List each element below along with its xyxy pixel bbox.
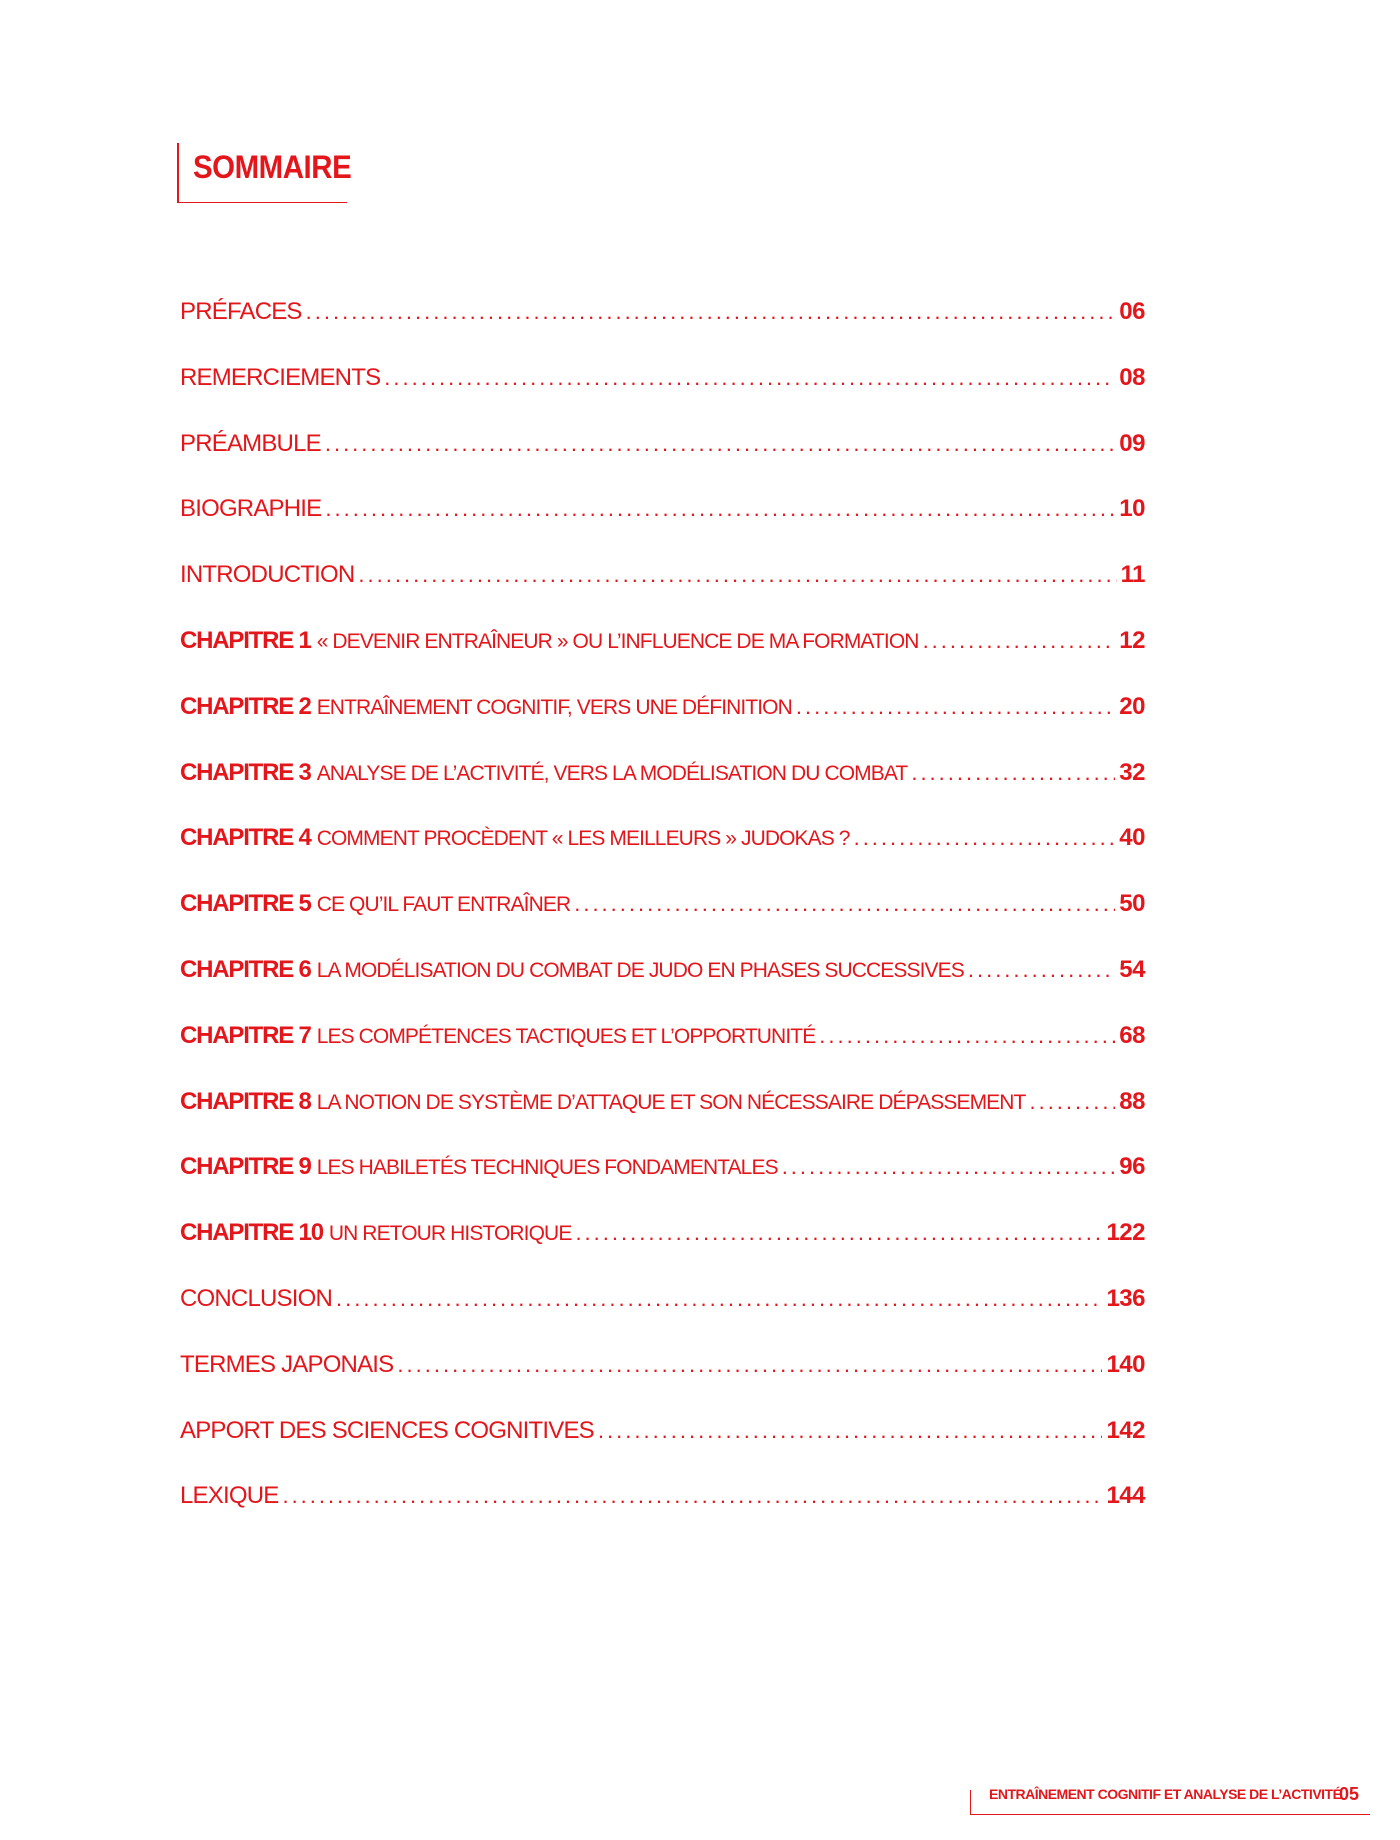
- toc-page-number: 142: [1106, 1416, 1145, 1444]
- toc-entry-title: ENTRAÎNEMENT COGNITIF, VERS UNE DÉFINITION: [316, 695, 792, 719]
- toc-entry-title: BIOGRAPHIE: [180, 495, 322, 523]
- footer-running-title: ENTRAÎNEMENT COGNITIF ET ANALYSE DE L’ACTIVITÉ: [989, 1786, 1342, 1802]
- toc-entry-label-group: [180, 1285, 332, 1313]
- toc-chapter-number: CHAPITRE 3: [180, 758, 311, 786]
- toc-entry: [180, 1417, 1145, 1483]
- toc-entry-title: ANALYSE DE L’ACTIVITÉ, VERS LA MODÉLISATION DU COMBAT: [316, 761, 908, 785]
- toc-entry-title: REMERCIEMENTS: [180, 363, 381, 391]
- toc-entry-title: LES HABILETÉS TECHNIQUES FONDAMENTALES: [316, 1156, 778, 1180]
- toc-page-number: 68: [1119, 1021, 1145, 1049]
- toc-entry-title: « DEVENIR ENTRAÎNEUR » OU L’INFLUENCE DE MA FORMATION: [316, 629, 919, 653]
- toc-chapter-number: CHAPITRE 4: [180, 824, 311, 852]
- toc-dot-leader: [574, 891, 1115, 917]
- toc-chapter-number: CHAPITRE 2: [180, 692, 311, 720]
- toc-page-number: 06: [1119, 298, 1145, 325]
- toc-dot-leader: [782, 1154, 1116, 1180]
- title-block: [177, 143, 352, 203]
- toc-chapter-number: CHAPITRE 10: [180, 1219, 323, 1247]
- toc-page-number: 08: [1119, 363, 1145, 391]
- toc-entry: [180, 627, 1145, 693]
- toc-entry: [180, 561, 1145, 627]
- toc-page-number: 144: [1106, 1482, 1145, 1510]
- toc-entry: [180, 759, 1145, 825]
- toc-entry-label-group: [180, 1022, 815, 1050]
- toc-entry: [180, 824, 1145, 890]
- toc-dot-leader: [325, 431, 1115, 457]
- toc-page-number: 96: [1119, 1153, 1145, 1181]
- toc-dot-leader: [911, 760, 1115, 786]
- toc-dot-leader: [306, 299, 1116, 325]
- toc-dot-leader: [336, 1286, 1102, 1312]
- toc-page-number: 50: [1119, 890, 1145, 918]
- toc-page-number: 32: [1119, 758, 1145, 786]
- toc-entry-title: LA NOTION DE SYSTÈME D’ATTAQUE ET SON NÉCESSAIRE DÉPASSEMENT: [316, 1090, 1026, 1114]
- toc-chapter-number: CHAPITRE 5: [180, 890, 311, 918]
- toc-dot-leader: [282, 1483, 1102, 1509]
- toc-entry-label-group: [180, 759, 907, 787]
- toc-entry-title: LEXIQUE: [180, 1482, 279, 1510]
- toc-entry: [180, 1351, 1145, 1417]
- toc-dot-leader: [575, 1220, 1102, 1246]
- footer: [970, 1784, 1370, 1815]
- toc-dot-leader: [325, 496, 1115, 522]
- toc-chapter-number: CHAPITRE 9: [180, 1153, 311, 1181]
- toc-entry-label-group: [180, 561, 354, 589]
- toc-entry-title: APPORT DES SCIENCES COGNITIVES: [180, 1416, 594, 1444]
- toc-entry-label-group: [180, 364, 380, 392]
- toc-entry-title: COMMENT PROCÈDENT « LES MEILLEURS » JUDOKAS ?: [316, 827, 850, 851]
- toc-entry-label-group: [180, 430, 321, 458]
- toc-entry-label-group: [180, 890, 570, 918]
- toc-entry: [180, 1285, 1145, 1351]
- footer-page-number: 05: [1339, 1784, 1360, 1804]
- toc-entry-label-group: [180, 298, 302, 326]
- toc-entry-label-group: [180, 495, 321, 523]
- toc-dot-leader: [1029, 1089, 1115, 1115]
- toc-dot-leader: [397, 1352, 1102, 1378]
- page-title: SOMMAIRE: [193, 149, 352, 185]
- toc-chapter-number: CHAPITRE 7: [180, 1021, 311, 1049]
- table-of-contents: [180, 298, 1145, 1548]
- toc-dot-leader: [796, 694, 1115, 720]
- toc-chapter-number: CHAPITRE 1: [180, 626, 311, 654]
- toc-entry: [180, 298, 1145, 364]
- toc-dot-leader: [819, 1023, 1115, 1049]
- toc-entry-title: TERMES JAPONAIS: [180, 1350, 394, 1378]
- toc-entry: [180, 693, 1145, 759]
- toc-entry-title: CE QU’IL FAUT ENTRAÎNER: [316, 893, 571, 917]
- toc-entry-title: PRÉAMBULE: [180, 429, 321, 457]
- toc-entry-label-group: [180, 1351, 393, 1379]
- toc-entry-label-group: [180, 627, 919, 655]
- toc-entry: [180, 1482, 1145, 1548]
- toc-entry-label-group: [180, 956, 964, 984]
- toc-page-number: 10: [1119, 495, 1145, 523]
- toc-entry-label-group: [180, 1417, 594, 1445]
- toc-dot-leader: [384, 365, 1115, 391]
- toc-page-number: 20: [1119, 692, 1145, 720]
- toc-entry: [180, 1088, 1145, 1154]
- toc-entry: [180, 956, 1145, 1022]
- toc-page-number: 11: [1120, 561, 1145, 589]
- toc-page-number: 12: [1119, 626, 1145, 654]
- toc-entry: [180, 1153, 1145, 1219]
- toc-entry-label-group: [180, 1219, 571, 1247]
- toc-entry-label-group: [180, 1482, 278, 1510]
- toc-entry: [180, 1022, 1145, 1088]
- toc-entry-title: LA MODÉLISATION DU COMBAT DE JUDO EN PHASES SUCCESSIVES: [316, 958, 964, 982]
- toc-entry-title: UN RETOUR HISTORIQUE: [328, 1222, 572, 1246]
- toc-dot-leader: [854, 825, 1116, 851]
- toc-chapter-number: CHAPITRE 8: [180, 1087, 311, 1115]
- toc-entry: [180, 1219, 1145, 1285]
- toc-dot-leader: [968, 957, 1115, 983]
- toc-page-number: 54: [1119, 955, 1145, 983]
- toc-dot-leader: [923, 628, 1116, 654]
- toc-chapter-number: CHAPITRE 6: [180, 955, 311, 983]
- toc-page-number: 136: [1106, 1284, 1145, 1312]
- toc-entry: [180, 364, 1145, 430]
- toc-page-number: 09: [1119, 429, 1145, 457]
- toc-page-number: 140: [1106, 1350, 1145, 1378]
- toc-entry-title: LES COMPÉTENCES TACTIQUES ET L’OPPORTUNITÉ: [316, 1024, 816, 1048]
- toc-entry: [180, 430, 1145, 496]
- toc-dot-leader: [598, 1418, 1103, 1444]
- toc-entry-title: CONCLUSION: [180, 1284, 333, 1312]
- toc-entry-label-group: [180, 1088, 1025, 1116]
- toc-entry: [180, 890, 1145, 956]
- toc-entry: [180, 495, 1145, 561]
- toc-page-number: 88: [1119, 1087, 1145, 1115]
- toc-page-number: 40: [1119, 824, 1145, 852]
- toc-dot-leader: [358, 562, 1116, 588]
- toc-entry-title: PRÉFACES: [180, 298, 302, 325]
- toc-entry-label-group: [180, 1153, 778, 1181]
- toc-entry-title: INTRODUCTION: [180, 561, 355, 589]
- toc-entry-label-group: [180, 824, 850, 852]
- toc-page-number: 122: [1106, 1219, 1145, 1247]
- toc-entry-label-group: [180, 693, 792, 721]
